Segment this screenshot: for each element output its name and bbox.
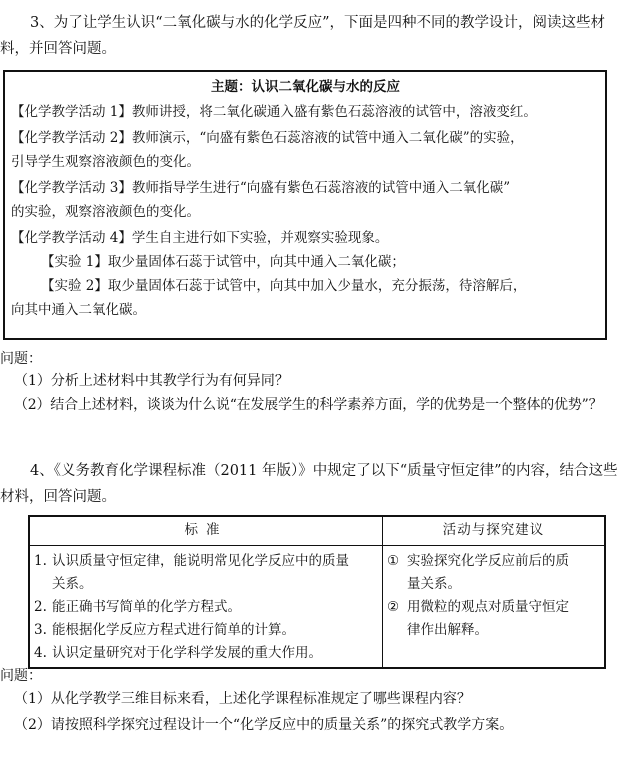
q3-activity-2 (11, 126, 600, 174)
q3-activity-3-line2: 的实验，观察溶液颜色的变化。 (11, 204, 200, 220)
q3-activity-2-line1: 【化学教学活动 2】教师演示，“向盛有紫色石蕊溶液的试管中通入二氧化碳”的实验， (11, 130, 524, 146)
activity-num: ② (387, 599, 400, 615)
q3-activity-3-line1: 【化学教学活动 3】教师指导学生进行“向盛有紫色石蕊溶液的试管中通入二氧化碳” (11, 180, 511, 196)
standard-num: 1. (34, 553, 47, 569)
q3-box-title: 主题：认识二氧化碳与水的反应 (211, 79, 400, 95)
q3-activity-1: 【化学教学活动 1】教师讲授，将二氧化碳通入盛有紫色石蕊溶液的试管中，溶液变红。 (11, 104, 537, 120)
standard-text: 能根据化学反应方程式进行简单的计算。 (52, 622, 295, 638)
q4-question-1: （1）从化学教学三维目标来看，上述化学课程标准规定了哪些课程内容？ (14, 691, 471, 707)
q3-question-1: （1）分析上述材料中其教学行为有何异同？ (14, 373, 289, 389)
activity-text-cont: 量关系。 (407, 576, 461, 592)
standard-item (34, 550, 378, 573)
q3-experiment-1: 【实验 1】取少量固体石蕊于试管中，向其中通入二氧化碳； (41, 254, 405, 270)
q4-question-2: （2）请按照科学探究过程设计一个“化学反应中的质量关系”的探究式教学方案。 (14, 717, 514, 733)
standard-item (34, 642, 378, 665)
standard-item (34, 596, 378, 619)
q3-question-2: （2）结合上述材料，谈谈为什么说“在发展学生的科学素养方面，学的优势是一个整体的优势”？ (14, 397, 603, 413)
standard-num: 3. (34, 622, 47, 638)
q3-intro (0, 10, 620, 62)
standard-num: 2. (34, 599, 47, 615)
activity-item (387, 596, 600, 619)
q3-activity-2-line2: 引导学生观察溶液颜色的变化。 (11, 154, 200, 170)
standard-text: 能正确书写简单的化学方程式。 (52, 599, 241, 615)
activity-num: ① (387, 553, 400, 569)
q3-activity-3 (11, 176, 600, 224)
standard-text: 认识质量守恒定律，能说明常见化学反应中的质量 (52, 553, 349, 569)
q4-question-label: 问题： (0, 668, 42, 684)
standard-text: 认识定量研究对于化学科学发展的重大作用。 (52, 645, 322, 661)
header-standard: 标准 (29, 516, 383, 546)
activity-text: 实验探究化学反应前后的质 (407, 553, 569, 569)
header-activity: 活动与探究建议 (383, 516, 606, 546)
q3-experiment-2-line2: 向其中通入二氧化碳。 (11, 302, 146, 318)
standards-cell (29, 546, 383, 669)
activities-cell (383, 546, 606, 669)
q3-activity-4: 【化学教学活动 4】学生自主进行如下实验，并观察实验现象。 (11, 230, 389, 246)
standard-item (34, 619, 378, 642)
q4-intro (0, 458, 620, 510)
q4-standards-table (28, 515, 606, 669)
standard-num: 4. (34, 645, 47, 661)
q3-experiment-2-line1: 【实验 2】取少量固体石蕊于试管中，向其中加入少量水，充分振荡，待溶解后， (41, 278, 527, 294)
standard-text-cont: 关系。 (52, 576, 93, 592)
activity-text: 用微粒的观点对质量守恒定 (407, 599, 569, 615)
q3-question-label: 问题： (0, 351, 42, 367)
q4-intro-line2: 材料，回答问题。 (0, 489, 116, 505)
q4-intro-line1: 4、《义务教育化学课程标准（2011 年版）》中规定了以下“质量守恒定律”的内容，结合这些 (30, 463, 618, 479)
q3-intro-line1: 3、为了让学生认识“二氧化碳与水的化学反应”，下面是四种不同的教学设计，阅读这些材 (30, 15, 606, 31)
activity-text-cont: 律作出解释。 (407, 622, 488, 638)
q3-intro-line2: 料，并回答问题。 (0, 41, 116, 57)
q3-material-box (3, 70, 607, 340)
activity-item (387, 550, 600, 573)
